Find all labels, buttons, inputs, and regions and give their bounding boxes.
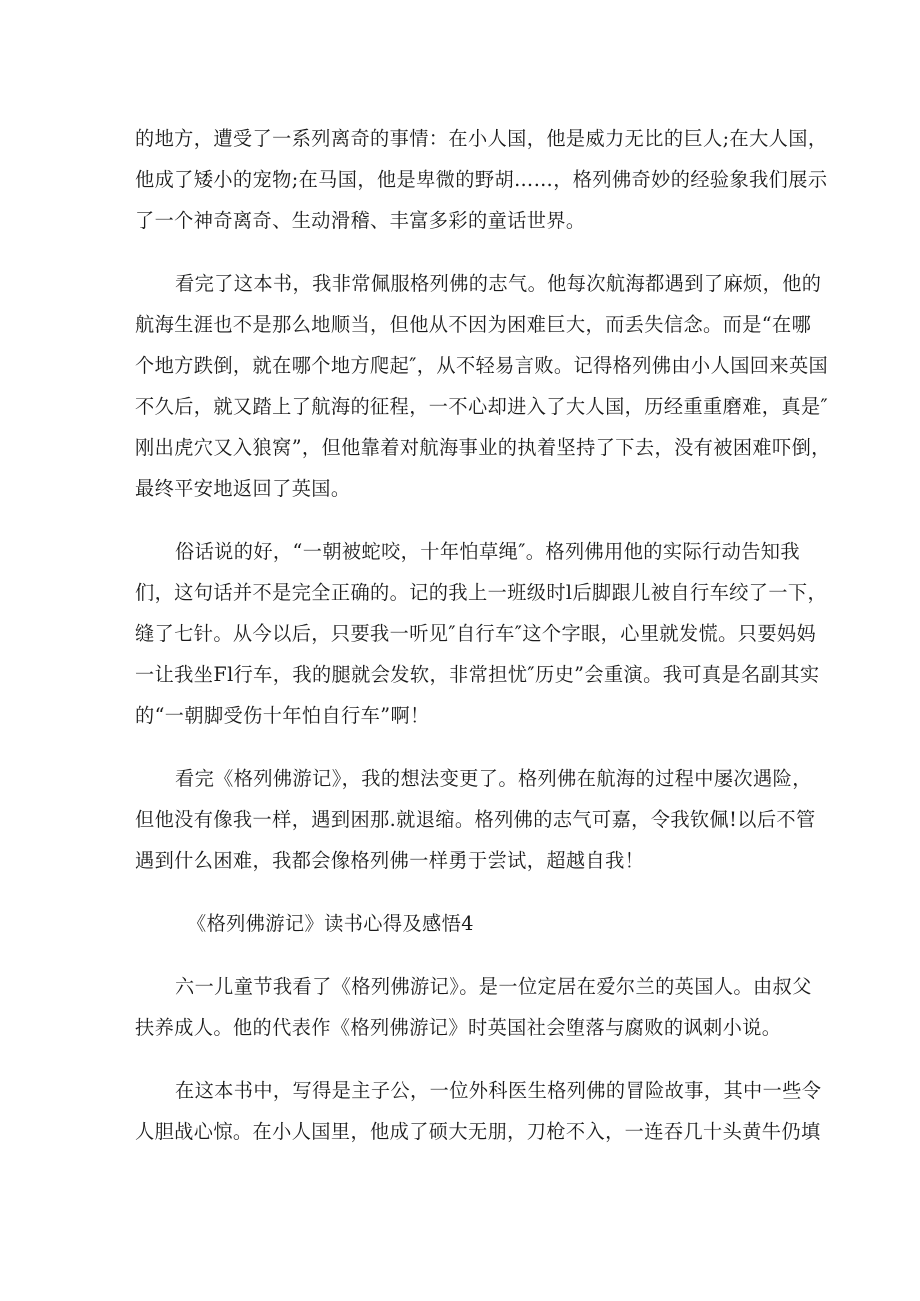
text-line: 不久后，就又踏上了航海的征程，一不心却进入了大人国，历经重重磨难，真是″	[135, 395, 829, 418]
text-line: 看完了这本书，我非常佩服格列佛的志气。他每次航海都遇到了麻烦，他的	[175, 272, 822, 295]
text-line: 在这本书中，写得是主子公，一位外科医生格列佛的冒险故事，其中一些令	[175, 1079, 822, 1102]
paragraph-2	[135, 263, 831, 509]
text-line: 扶养成人。他的代表作《格列佛游记》时英国社会堕落与腐败的讽刺小说。	[135, 1016, 782, 1039]
text-line: 航海生涯也不是那么地顺当，但他从不因为困难巨大，而丢失信念。而是“在哪	[135, 313, 812, 336]
text-line: 六一儿童节我看了《格列佛游记》。是一位定居在爱尔兰的英国人。由叔父	[175, 975, 812, 998]
paragraph-1	[135, 118, 828, 241]
text-line: 们，这句话并不是完全正确的。记的我上一班级时l后脚跟儿被自行车绞了一下，	[135, 581, 828, 604]
text-line: 人胆战心惊。在小人国里，他成了硕大无朋，刀枪不入，一连吞几十头黄牛仍填	[135, 1120, 821, 1143]
paragraph-4	[135, 758, 816, 881]
text-line: 的“一朝脚受伤十年怕自行车”啊！	[135, 704, 430, 727]
text-line: 缝了七针。从今以后，只要我一听见″自行车″这个字眼，心里就发慌。只要妈妈	[135, 622, 817, 645]
text-line: 遇到什么困难，我都会像格列佛一样勇于尝试，超越自我！	[135, 849, 645, 872]
text-line: 了一个神奇离奇、生动滑稽、丰富多彩的童话世界。	[135, 209, 586, 232]
text-line: 一让我坐Fl行车，我的腿就会发软，非常担忧″历史”会重演。我可真是名副其实	[135, 663, 820, 686]
paragraph-6	[135, 1070, 822, 1152]
text-line: 俗话说的好，“一朝被蛇咬，十年怕草绳″。格列佛用他的实际行动告知我	[175, 540, 800, 563]
paragraph-3	[135, 531, 828, 736]
text-line: 刚出虎穴又入狼窝”，但他靠着对航海事业的执着坚持了下去，没有被困难吓倒，	[135, 436, 831, 459]
text-line: 最终平安地返回了英国。	[135, 477, 351, 500]
text-line: 的地方，遭受了一系列离奇的事情：在小人国，他是威力无比的巨人;在大人国，	[135, 127, 828, 150]
paragraph-5	[135, 966, 812, 1048]
text-line: 他成了矮小的宠物;在马国，他是卑微的野胡……，格列佛奇妙的经验象我们展示	[135, 168, 828, 191]
body-text-top	[135, 118, 831, 881]
text-line: 个地方跌倒，就在哪个地方爬起″，从不轻易言败。记得格列佛由小人国回来英国	[135, 354, 829, 377]
text-line: 看完《格列佛游记》，我的想法变更了。格列佛在航海的过程中屡次遇险，	[175, 767, 812, 790]
section-heading: 《格列佛游记》读书心得及感悟4	[187, 912, 474, 935]
text-line: 但他没有像我一样，遇到困那.就退缩。格列佛的志气可嘉，令我钦佩!以后不管	[135, 808, 816, 831]
body-text-bottom	[135, 966, 822, 1152]
